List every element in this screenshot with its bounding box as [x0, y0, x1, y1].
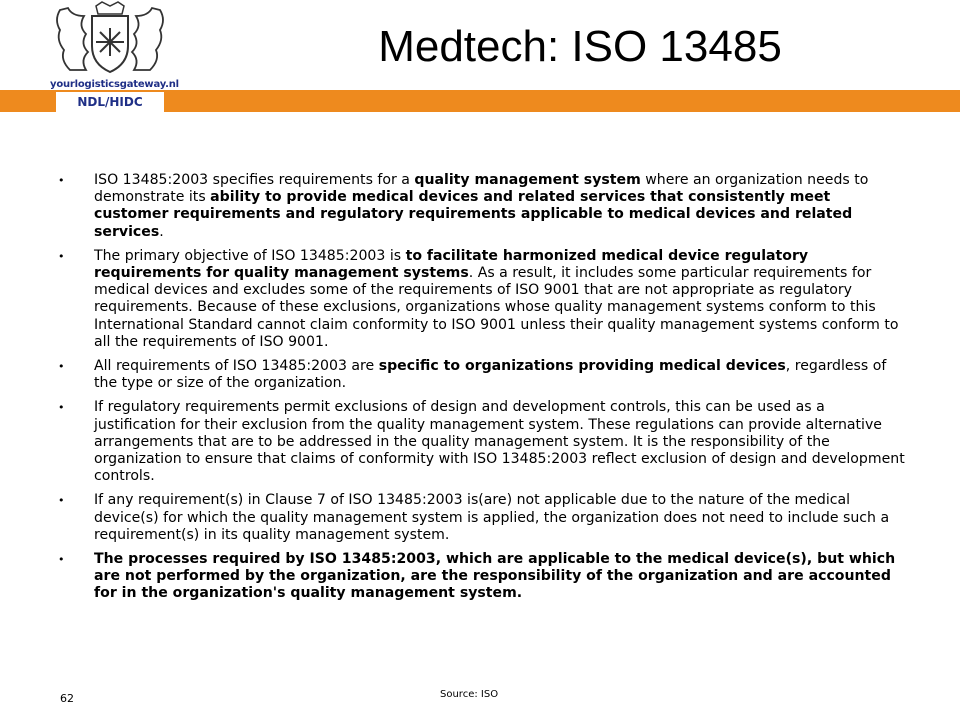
bullet-list — [58, 172, 906, 610]
bullet-text: If any requirement(s) in Clause 7 of ISO 13485:2003 is(are) not applicable due to the nature of the medical device(s) for which the quality management system is applied, the organization does not need to include such a requirement(s) in its quality management system. — [94, 492, 890, 543]
bullet-text: All requirements of ISO 13485:2003 are — [94, 358, 379, 375]
bullet-dot-icon: • — [58, 249, 65, 263]
bullet-dot-icon: • — [58, 401, 65, 415]
coat-of-arms-icon — [50, 0, 170, 80]
bullet-text: . — [159, 223, 164, 240]
bullet-text: where an organization needs to demonstrate its — [94, 172, 869, 206]
bullet-dot-icon: • — [58, 553, 65, 567]
bullet-text: . As a result, it includes some particular requirements for medical devices and excludes some of the requirements of ISO 9001 that are not appropriate as regulatory requirements. Because of these exclusions, organizations whose quality management systems conform to this International Standard cannot claim conformity to ISO 9001 unless their quality management systems conform to all the requirements of ISO 9001. — [94, 265, 899, 350]
page-number: 62 — [60, 692, 74, 705]
organization-tag: NDL/HIDC — [56, 92, 164, 112]
bullet-dot-icon: • — [58, 174, 65, 187]
bullet-text-bold: specific to organizations providing medical devices — [378, 358, 786, 375]
bullet-text-bold: to facilitate harmonized medical device regulatory requirements for quality management systems — [94, 247, 809, 282]
bullet-item — [58, 358, 906, 392]
page-title: Medtech: ISO 13485 — [378, 22, 782, 71]
bullet-item — [58, 399, 906, 485]
bullet-text: ISO 13485:2003 specifies requirements for a — [94, 172, 415, 188]
bullet-text-bold: The processes required by ISO 13485:2003, which are applicable to the medical device(s), but which are not performed by the organization, are the responsibility of the organization and are accounted for in the organization's quality management system. — [94, 551, 896, 602]
bullet-dot-icon: • — [58, 360, 65, 374]
bullet-item — [58, 172, 906, 241]
bullet-text: The primary objective of ISO 13485:2003 is — [94, 247, 406, 264]
bullet-item — [58, 248, 906, 351]
logo-wordmark: yourlogisticsgateway.nl — [50, 79, 179, 90]
bullet-item — [58, 551, 906, 603]
source-note: Source: ISO — [440, 689, 499, 700]
bullet-dot-icon: • — [58, 494, 65, 508]
bullet-item — [58, 492, 906, 544]
bullet-text: , regardless of the type or size of the organization. — [94, 358, 887, 392]
bullet-text: If regulatory requirements permit exclusions of design and development controls, this can be used as a justification for their exclusion from the quality management system. These regulations can provide alternative arrangements that are to be addressed in the quality management system. It is the responsibility of the organization to ensure that claims of conformity with ISO 13485:2003 reflect exclusion of design and development controls. — [94, 399, 905, 485]
bullet-text-bold: quality management system — [414, 172, 641, 188]
bullet-text-bold: ability to provide medical devices and related services that consistently meet customer requirements and regulatory requirements applicable to medical devices and related services — [94, 189, 853, 240]
